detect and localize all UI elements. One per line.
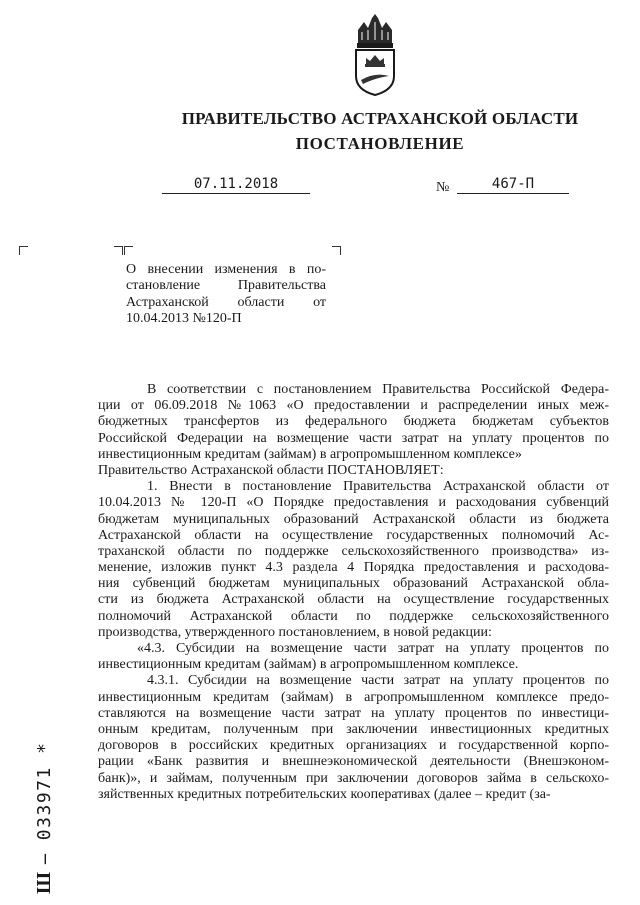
- document-date: 07.11.2018: [162, 176, 310, 194]
- subject-line: Астраханской области от: [126, 294, 326, 310]
- body-line: ния субвенций бюджетам муниципальных образований Астраханской обла-: [98, 576, 609, 592]
- number-sign: №: [436, 180, 450, 195]
- body-line: 1. Внести в постановление Правительства Астраханской области от: [147, 479, 609, 495]
- document-type: ПОСТАНОВЛЕНИЕ: [295, 134, 465, 153]
- corner-mark: [124, 246, 133, 255]
- organization-name: ПРАВИТЕЛЬСТВО АСТРАХАНСКОЙ ОБЛАСТИ: [181, 109, 579, 128]
- body-line: полномочий Астраханской области по поддержке сельскохозяйственного: [98, 608, 609, 624]
- corner-mark: [19, 246, 28, 255]
- subject-line: О внесении изменения в по-: [126, 262, 326, 277]
- body-line: бюджетам муниципальных образований Астраханской области из бюджета: [98, 511, 609, 527]
- body-line: менение, изложив пункт 4.3 раздела 4 Порядка предоставления и расходова-: [98, 560, 609, 576]
- corner-mark: [114, 246, 123, 255]
- corner-mark: [332, 246, 341, 255]
- body-line: «4.3. Субсидии на возмещение части затрат на уплату процентов по: [137, 641, 609, 656]
- serial-mark: *: [34, 741, 55, 754]
- body-line: инвестиционным кредитам (займам) в агропромышленном комплексе предо-: [98, 689, 609, 705]
- serial-number: 033971: [34, 766, 55, 841]
- body-line: банк)», и займам, полученным при заключении договоров займа в сельскохо-: [98, 770, 609, 786]
- serial-stamp: [21, 706, 55, 894]
- body-line: В соответствии с постановлением Правительства Российской Федера-: [147, 382, 609, 397]
- body-line: ции от 06.09.2018 №1063 «О предоставлении и распределении иных меж-: [98, 398, 609, 414]
- body-line: Российской Федерации на возмещение части затрат на уплату процентов по: [98, 430, 609, 446]
- body-line: 10.04.2013 № 120-П «О Порядке предоставления и расходования субвенций: [98, 495, 609, 511]
- body-line: инвестиционным кредитам (займам) в агропромышленном комплексе.: [98, 657, 519, 673]
- body-line: Правительство Астраханской области ПОСТАНОВЛЯЕТ:: [98, 462, 444, 478]
- body-line: зяйственных кредитных потребительских кооперативах (далее – кредит (за-: [98, 786, 551, 802]
- body-line: ставляются на возмещение части затрат на уплату процентов по инвестици-: [98, 705, 609, 721]
- subject-line: 10.04.2013 №120-П: [126, 311, 242, 327]
- body-line: производства, утвержденного постановлением, в новой редакции:: [98, 624, 492, 640]
- document-subject: [126, 262, 326, 328]
- body-line: договоров в российских кредитных организациях и государственной корпо-: [98, 738, 609, 754]
- astrakhan-coat-of-arms-icon: [348, 14, 402, 96]
- document-body: [98, 382, 609, 803]
- body-line: 4.3.1. Субсидии на возмещение части затрат на уплату процентов по: [147, 673, 609, 689]
- body-line: онным кредитам, полученным при заключении инвестиционных кредитных: [98, 721, 609, 737]
- subject-line: становление Правительства: [126, 278, 326, 294]
- body-line: рации «Банк развития и внешнеэкономической деятельности (Внешэконом-: [98, 754, 609, 770]
- body-line: сти из бюджета Астраханской области на осуществление государственных: [98, 592, 609, 608]
- serial-prefix: Ш –: [33, 852, 55, 894]
- body-line: траханской области по поддержке сельскохозяйственного производства» из-: [98, 543, 609, 559]
- document-number: 467-П: [457, 176, 569, 194]
- body-line: инвестиционным кредитам (займам) в агропромышленном комплексе»: [98, 446, 522, 462]
- body-line: Астраханской области на осуществление государственных полномочий Ас-: [98, 527, 609, 543]
- body-line: бюджетных трансфертов из федерального бюджета бюджетам субъектов: [98, 414, 609, 430]
